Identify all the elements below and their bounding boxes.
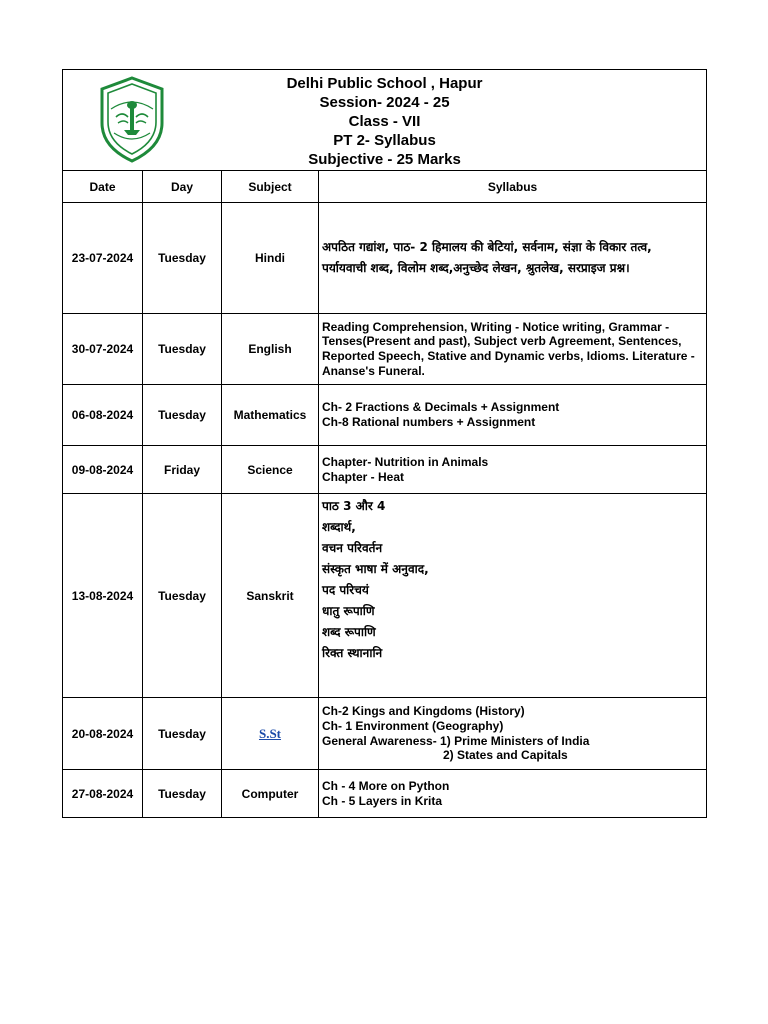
syllabus-line: पर्यायवाची शब्द, विलोम शब्द,अनुच्छेद लेखन, श्रुतलेख, सरप्राइज प्रश्न। [322,261,630,275]
syllabus-line: Ch-2 Kings and Kingdoms (History) [322,704,525,719]
col-syllabus: Syllabus [319,171,707,203]
class-name: Class - VII [348,112,421,130]
day-cell: Friday [143,446,222,494]
day-cell: Tuesday [143,698,222,770]
syllabus-line: शब्दार्थ, [322,520,356,534]
syllabus-line: Ch - 5 Layers in Krita [322,793,443,808]
subject-cell: English [222,314,319,385]
syllabus-line: Tenses(Present and past), Subject verb Agreement, Sentences, [322,334,682,349]
syllabus-line: Ch-8 Rational numbers + Assignment [322,415,536,429]
date-cell: 13-08-2024 [63,494,143,698]
date-cell: 23-07-2024 [63,203,143,314]
day-cell: Tuesday [143,770,222,818]
syllabus-line: Reported Speech, Stative and Dynamic verbs, Idioms. Literature - [322,349,695,363]
col-day: Day [143,171,222,203]
school-header [63,70,707,171]
syllabus-line: 2) States and Capitals [443,748,568,763]
day-cell: Tuesday [143,314,222,385]
syllabus-line: शब्द रूपाणि [322,625,376,639]
day-cell: Tuesday [143,203,222,314]
table-row [63,698,707,770]
date-cell: 09-08-2024 [63,446,143,494]
syllabus-line: पाठ 3 और 4 [322,499,386,513]
subject-cell [222,698,319,770]
syllabus-line: संस्कृत भाषा में अनुवाद, [322,562,429,576]
syllabus-cell [319,446,707,494]
date-cell: 06-08-2024 [63,385,143,446]
syllabus-line: पद परिचयं [322,583,369,597]
school-logo [96,75,168,165]
subject-cell: Sanskrit [222,494,319,698]
subject-cell: Computer [222,770,319,818]
syllabus-line: Ch- 2 Fractions & Decimals + Assignment [322,400,560,415]
col-date: Date [63,171,143,203]
subject-cell: Mathematics [222,385,319,446]
table-row [63,385,707,446]
date-cell: 20-08-2024 [63,698,143,770]
syllabus-line: Reading Comprehension, Writing - Notice writing, Grammar - [322,319,670,334]
syllabus-cell [319,770,707,818]
syllabus-table [62,69,707,818]
header-row [63,70,707,171]
session: Session- 2024 - 25 [319,93,450,111]
table-row [63,494,707,698]
day-cell: Tuesday [143,385,222,446]
syllabus-line: General Awareness- 1) Prime Ministers of India [322,733,590,748]
syllabus-line: Ananse's Funeral. [322,363,425,378]
syllabus-line: वचन परिवर्तन [322,541,383,555]
table-row [63,314,707,385]
syllabus-cell [319,314,707,385]
syllabus-line: Ch- 1 Environment (Geography) [322,718,504,733]
syllabus-line: रिक्त स्थानानि [322,646,383,660]
table-row [63,203,707,314]
syllabus-cell [319,203,707,314]
syllabus-line: अपठित गद्यांश, पाठ- 2 हिमालय की बेटियां, सर्वनाम, संज्ञा के विकार तत्व, [322,240,652,254]
syllabus-cell [319,494,707,698]
syllabus-line: Chapter - Heat [322,469,405,484]
date-cell: 27-08-2024 [63,770,143,818]
sst-link[interactable]: S.St [258,725,282,741]
day-cell: Tuesday [143,494,222,698]
marks: Subjective - 25 Marks [308,150,461,168]
table-row [63,770,707,818]
syllabus-line: धातु रूपाणि [322,604,375,618]
syllabus-line: Ch - 4 More on Python [322,778,450,793]
col-subject: Subject [222,171,319,203]
school-name: Delhi Public School , Hapur [286,74,483,92]
column-header-row [63,171,707,203]
exam-title: PT 2- Syllabus [333,131,436,149]
syllabus-line: Chapter- Nutrition in Animals [322,454,489,469]
subject-cell: Science [222,446,319,494]
table-row [63,446,707,494]
syllabus-cell [319,698,707,770]
syllabus-cell [319,385,707,446]
subject-cell: Hindi [222,203,319,314]
date-cell: 30-07-2024 [63,314,143,385]
